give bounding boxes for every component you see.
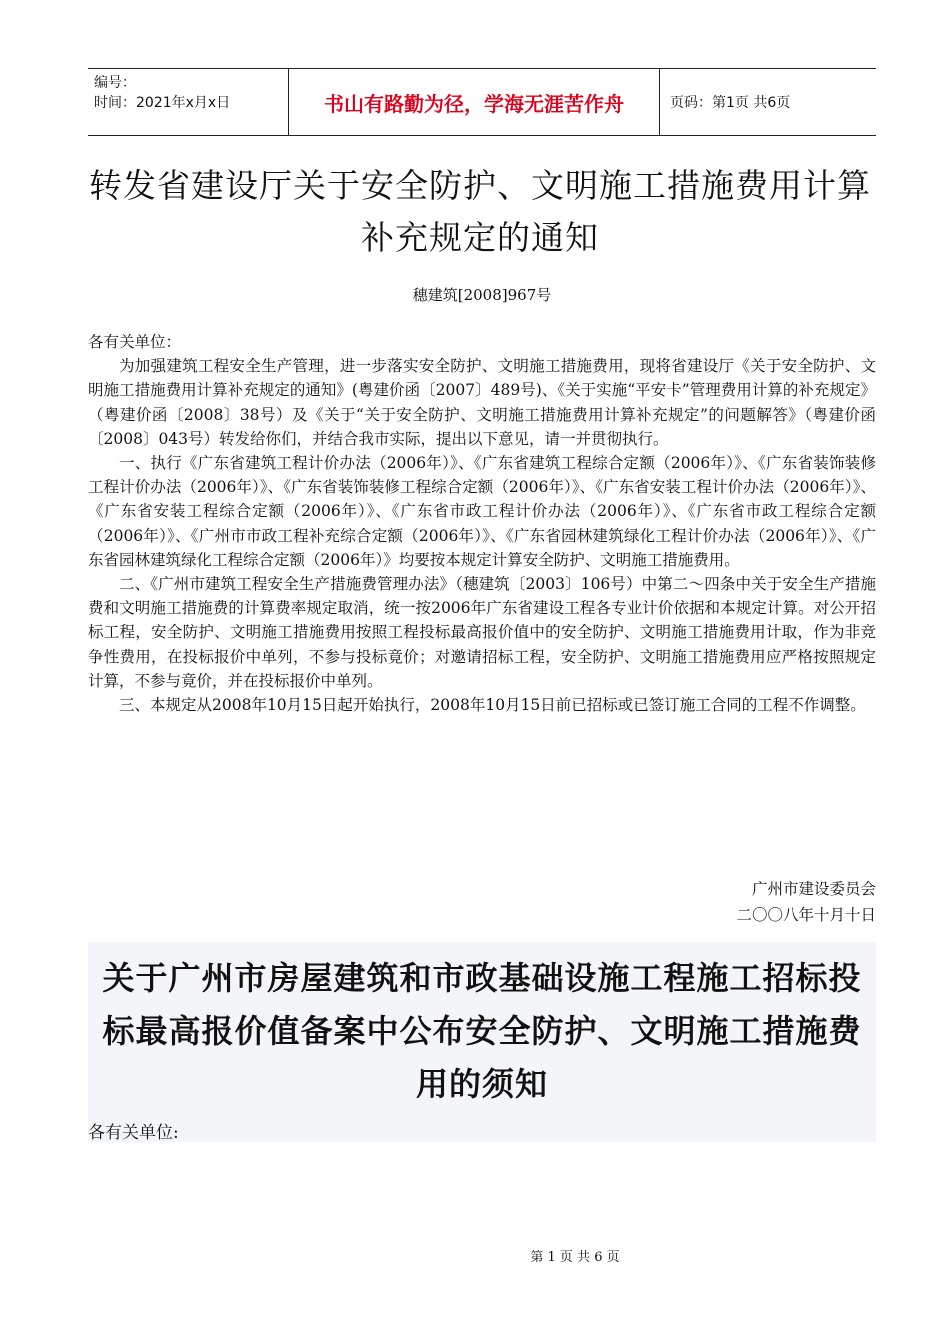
notice1-doc-number: 穗建筑[2008]967号 xyxy=(412,286,552,304)
notice1-paragraph-intro: 为加强建筑工程安全生产管理，进一步落实安全防护、文明施工措施费用，现将省建设厅《关于安全防护、文明施工措施费用计算补充规定的通知》(粤建价函〔2007〕489号)、《关于实施“平安卡”管理费用计算的补充规定》（粤建价函〔2008〕38号）及《关于“关于安全防护、文明施工措施费用计算补充规定”的问题解答》（粤建价函〔2008〕043号）转发给你们，并结合我市实际，提出以下意见，请一并贯彻执行。 xyxy=(88,357,876,448)
page-footer: 第 1 页 共 6 页 xyxy=(530,1250,620,1265)
notice2-addressee: 各有关单位: xyxy=(88,1123,179,1143)
notice2-title: 关于广州市房屋建筑和市政基础设施工程施工招标投标最高报价值备案中公布安全防护、文明施工措施费用的须知 xyxy=(102,959,862,1103)
number-label: 编号： xyxy=(94,75,136,91)
notice1-paragraph-2: 二、《广州市建筑工程安全生产措施费管理办法》（穗建筑〔2003〕106号）中第二～四条中关于安全生产措施费和文明施工措施费的计算费率规定取消，统一按2006年广东省建设工程各专业计价依据和本规定计算。对公开招标工程，安全防护、文明施工措施费用按照工程投标最高报价值中的安全防护、文明施工措施费用计取，作为非竞争性费用，在投标报价中单列，不参与投标竟价；对邀请招标工程，安全防护、文明施工措施费用应严格按照规定计算，不参与竟价，并在投标报价中单列。 xyxy=(88,575,876,690)
notice1-paragraph-3: 三、本规定从2008年10月15日起开始执行，2008年10月15日前已招标或已签订施工合同的工程不作调整。 xyxy=(119,696,866,715)
notice1-date: 二〇〇八年十月十日 xyxy=(736,906,876,924)
notice2-section xyxy=(88,942,876,1142)
notice1-addressee: 各有关单位： xyxy=(88,333,182,351)
notice1-title: 转发省建设厅关于安全防护、文明施工措施费用计算补充规定的通知 xyxy=(89,166,871,257)
notice1-body xyxy=(88,330,876,717)
notice1-issuer: 广州市建设委员会 xyxy=(751,880,876,898)
notice1-paragraph-1: 一、执行《广东省建筑工程计价办法（2006年）》、《广东省建筑工程综合定额（2006年）》、《广东省装饰装修工程计价办法（2006年）》、《广东省装饰装修工程综合定额（2006年）》、《广东省安装工程计价办法（2006年）》、《广东省安装工程综合定额（2006年）》、《广东省市政工程计价办法（2006年）》、《广东省市政工程综合定额（2006年）》、《广州市市政工程补充综合定额（2006年）》、《广东省园林建筑绿化工程计价办法（2006年）》、《广东省园林建筑绿化工程综合定额（2006年）》均要按本规定计算安全防护、文明施工措施费用。 xyxy=(88,454,876,569)
time-label: 时间：2021年x月x日 xyxy=(94,95,231,111)
notice1-signature xyxy=(736,876,876,928)
header-table xyxy=(88,68,876,136)
header-page-info: 页码：第1页 共6页 xyxy=(670,95,791,111)
header-meta xyxy=(88,69,288,135)
header-motto: 书山有路勤为径，学海无涯苦作舟 xyxy=(288,69,660,135)
